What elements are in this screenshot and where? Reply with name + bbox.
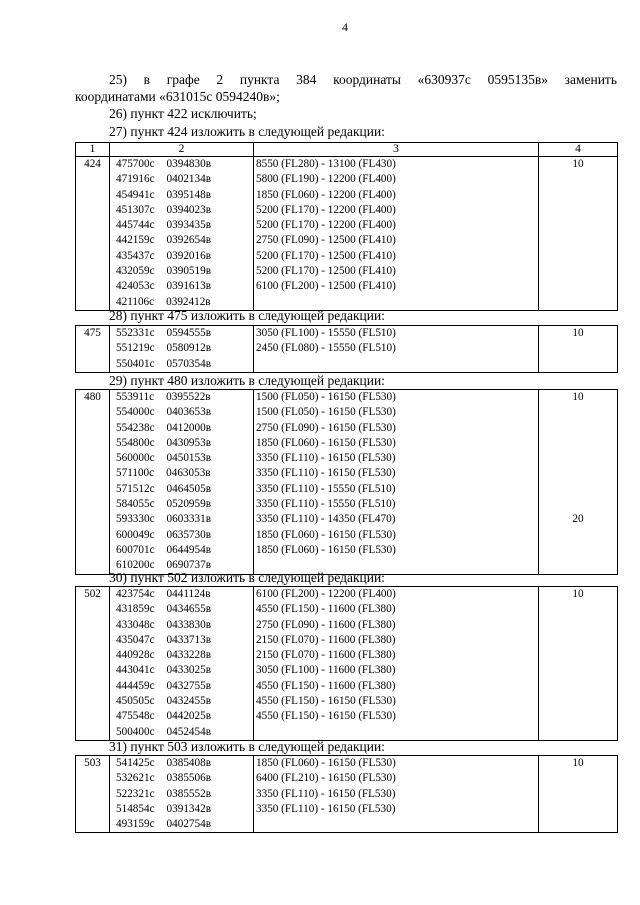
coordinate-line [110,249,253,264]
coordinate-line [110,756,253,771]
point-number: 424 [76,157,110,311]
level-range: 6100 (FL200) - 12200 (FL400) [256,588,396,600]
level-range: 8550 (FL280) - 13100 (FL430) [256,158,396,170]
coordinate-line [110,482,253,497]
longitude: 0402754в [166,818,211,831]
coordinate-line [110,421,253,436]
paragraph-25-line-1: 25) в графе 2 пункта 384 координаты «630937с 0595135в» заменить [109,72,617,87]
column-4-cell [539,390,618,575]
longitude: 0385408в [166,757,211,769]
points-table [75,325,618,373]
level-range: 3350 (FL110) - 16150 (FL530) [256,787,396,800]
paragraph-26: 26) пункт 422 исключить; [109,106,257,121]
column-4-value [539,497,617,512]
level-range: 1850 (FL060) - 16150 (FL530) [256,757,396,769]
latitude: 584055с [116,498,155,511]
latitude: 554800с [116,436,155,449]
coordinate-line [110,679,253,694]
latitude: 451307с [116,203,155,216]
level-range: 3350 (FL110) - 16150 (FL530) [256,452,396,465]
column-header: 2 [110,143,254,157]
longitude: 0690737в [166,559,211,572]
section-title: 28) пункт 475 изложить в следующей редакции: [109,308,385,323]
column-4-value [539,466,617,481]
latitude: 450505с [116,695,155,708]
points-table [75,389,618,575]
levels-cell [254,326,539,373]
longitude: 0570354в [166,357,211,370]
column-4-value: 10 [572,588,584,600]
level-range: 1850 (FL060) - 16150 (FL530) [256,543,396,556]
latitude: 423754с [116,588,155,600]
longitude: 0432455в [166,695,211,708]
longitude: 0391613в [166,280,211,293]
level-range: 3350 (FL110) - 14350 (FL470) [256,513,396,526]
longitude: 0433228в [166,649,211,662]
paragraph-25-line-2: координатами «631015с 0594240в»; [75,89,280,104]
coordinates-cell [110,390,254,575]
coordinate-line [110,405,253,420]
latitude: 433048с [116,618,155,631]
point-number: 503 [76,756,110,833]
latitude: 610200с [116,559,155,572]
points-table [75,586,618,741]
coordinate-line [110,633,253,648]
level-range: 1500 (FL050) - 16150 (FL530) [256,391,396,403]
level-range: 5200 (FL170) - 12500 (FL410) [256,265,396,278]
latitude: 552331с [116,327,155,339]
coordinate-line [110,451,253,466]
longitude: 0392412в [166,295,211,308]
section-title: 30) пункт 502 изложить в следующей редакции: [109,570,385,585]
paragraph-25 [75,71,617,105]
level-range: 4550 (FL150) - 11600 (FL380) [256,679,396,692]
point-number: 502 [76,587,110,741]
level-range: 6400 (FL210) - 16150 (FL530) [256,772,396,785]
column-4-cell [539,587,618,741]
points-table [75,142,618,311]
latitude: 431859с [116,603,155,616]
longitude: 0395148в [166,188,211,201]
level-range: 1850 (FL060) - 16150 (FL530) [256,528,396,541]
coordinate-line [110,802,253,817]
coordinate-line [110,663,253,678]
longitude: 0402134в [166,173,211,186]
longitude: 0394830в [166,158,211,170]
column-4-value: 10 [572,158,584,170]
coordinate-line [110,357,253,372]
longitude: 0391342в [166,802,211,815]
coordinates-cell [110,157,254,311]
coordinate-line [110,264,253,279]
longitude: 0452454в [166,725,211,738]
latitude: 454941с [116,188,155,201]
section-title: 31) пункт 503 изложить в следующей редакции: [109,739,385,754]
longitude: 0390519в [166,265,211,278]
longitude: 0442025в [166,710,211,723]
latitude: 443041с [116,664,155,677]
level-range: 3350 (FL110) - 15550 (FL510) [256,482,396,495]
latitude: 522321с [116,787,155,800]
levels-cell [254,157,539,311]
longitude: 0394023в [166,203,211,216]
column-4-value [539,405,617,420]
latitude: 600701с [116,543,155,556]
column-4-value: 10 [572,327,584,339]
table-row [76,157,618,311]
latitude: 554000с [116,406,155,419]
column-4-value: 10 [572,757,584,769]
coordinate-line [110,709,253,724]
table-header-row [76,143,618,157]
latitude: 514854с [116,802,155,815]
coordinate-line [110,543,253,558]
coordinate-line [110,218,253,233]
level-range: 5800 (FL190) - 12200 (FL400) [256,173,396,186]
column-4-value: 20 [572,513,584,526]
coordinates-cell [110,587,254,741]
level-range: 3050 (FL100) - 15550 (FL510) [256,327,396,339]
level-range: 4550 (FL150) - 11600 (FL380) [256,603,396,616]
coordinate-line [110,618,253,633]
coordinate-line [110,326,253,341]
table-row [76,756,618,833]
level-range: 3350 (FL110) - 15550 (FL510) [256,498,396,511]
longitude: 0433713в [166,633,211,646]
latitude: 553911с [116,391,155,403]
coordinates-cell [110,756,254,833]
longitude: 0433830в [166,618,211,631]
levels-cell [254,756,539,833]
coordinate-line [110,279,253,294]
longitude: 0603331в [166,513,211,526]
column-4-cell [539,756,618,833]
level-range: 4550 (FL150) - 16150 (FL530) [256,710,396,723]
longitude: 0392016в [166,249,211,262]
longitude: 0430953в [166,436,211,449]
longitude: 0441124в [166,588,211,600]
latitude: 444459с [116,679,155,692]
longitude: 0392654в [166,234,211,247]
section-title: 29) пункт 480 изложить в следующей редакции: [109,373,385,388]
coordinate-line [110,725,253,740]
latitude: 471916с [116,173,155,186]
longitude: 0433025в [166,664,211,677]
latitude: 421106с [116,295,155,308]
latitude: 432059с [116,265,155,278]
page-number: 4 [342,20,348,34]
coordinate-line [110,602,253,617]
point-number: 475 [76,326,110,373]
level-range: 2750 (FL090) - 12500 (FL410) [256,234,396,247]
latitude: 435047с [116,633,155,646]
level-range: 5200 (FL170) - 12200 (FL400) [256,219,396,232]
level-range: 2150 (FL070) - 11600 (FL380) [256,649,396,662]
latitude: 424053с [116,280,155,293]
coordinate-line [110,172,253,187]
latitude: 551219с [116,342,155,355]
level-range: 2750 (FL090) - 16150 (FL530) [256,421,396,434]
longitude: 0594555в [166,327,211,339]
coordinate-line [110,512,253,527]
longitude: 0432755в [166,679,211,692]
level-range: 2450 (FL080) - 15550 (FL510) [256,342,396,355]
longitude: 0385552в [166,787,211,800]
coordinates-cell [110,326,254,373]
column-4-value [539,451,617,466]
column-header: 3 [254,143,539,157]
latitude: 541425с [116,757,155,769]
column-4-value: 10 [572,391,584,403]
latitude: 571512с [116,482,155,495]
coordinate-line [110,528,253,543]
level-range: 3350 (FL110) - 16150 (FL530) [256,802,396,815]
column-4-value [539,482,617,497]
coordinate-line [110,587,253,602]
level-range: 1500 (FL050) - 16150 (FL530) [256,406,396,419]
coordinate-line [110,157,253,172]
latitude: 475548с [116,710,155,723]
latitude: 550401с [116,357,155,370]
latitude: 435437с [116,249,155,262]
levels-cell [254,390,539,575]
level-range: 6100 (FL200) - 12500 (FL410) [256,280,396,293]
longitude: 0393435в [166,219,211,232]
longitude: 0464505в [166,482,211,495]
latitude: 532621с [116,772,155,785]
level-range: 1850 (FL060) - 16150 (FL530) [256,436,396,449]
coordinate-line [110,436,253,451]
column-4-cell [539,326,618,373]
column-header: 4 [539,143,618,157]
latitude: 440928с [116,649,155,662]
coordinate-line [110,648,253,663]
latitude: 442159с [116,234,155,247]
coordinate-line [110,233,253,248]
longitude: 0463053в [166,467,211,480]
longitude: 0403653в [166,406,211,419]
latitude: 571100с [116,467,155,480]
table-row [76,587,618,741]
coordinate-line [110,694,253,709]
column-4-value [539,421,617,436]
column-4-value [539,436,617,451]
level-range: 5200 (FL170) - 12200 (FL400) [256,203,396,216]
level-range: 5200 (FL170) - 12500 (FL410) [256,249,396,262]
coordinate-line [110,203,253,218]
coordinate-line [110,497,253,512]
level-range: 2150 (FL070) - 11600 (FL380) [256,633,396,646]
latitude: 475700с [116,158,155,170]
paragraph-27: 27) пункт 424 изложить в следующей редакции: [109,124,385,139]
longitude: 0580912в [166,342,211,355]
longitude: 0520959в [166,498,211,511]
longitude: 0644954в [166,543,211,556]
latitude: 593330с [116,513,155,526]
column-header: 1 [76,143,110,157]
points-table [75,755,618,833]
table-row [76,390,618,575]
level-range: 3050 (FL100) - 11600 (FL380) [256,664,396,677]
latitude: 600049с [116,528,155,541]
latitude: 554238с [116,421,155,434]
level-range: 2750 (FL090) - 11600 (FL380) [256,618,396,631]
levels-cell [254,587,539,741]
coordinate-line [110,817,253,832]
longitude: 0450153в [166,452,211,465]
coordinate-line [110,771,253,786]
coordinate-line [110,787,253,802]
latitude: 493159с [116,818,155,831]
level-range: 4550 (FL150) - 16150 (FL530) [256,695,396,708]
level-range: 3350 (FL110) - 16150 (FL530) [256,467,396,480]
table-row [76,326,618,373]
longitude: 0395522в [166,391,211,403]
coordinate-line [110,341,253,356]
coordinate-line [110,466,253,481]
column-4-cell [539,157,618,311]
longitude: 0434655в [166,603,211,616]
point-number: 480 [76,390,110,575]
coordinate-line [110,390,253,405]
latitude: 445744с [116,219,155,232]
latitude: 560000с [116,452,155,465]
longitude: 0635730в [166,528,211,541]
latitude: 500400с [116,725,155,738]
longitude: 0385506в [166,772,211,785]
coordinate-line [110,188,253,203]
longitude: 0412000в [166,421,211,434]
level-range: 1850 (FL060) - 12200 (FL400) [256,188,396,201]
